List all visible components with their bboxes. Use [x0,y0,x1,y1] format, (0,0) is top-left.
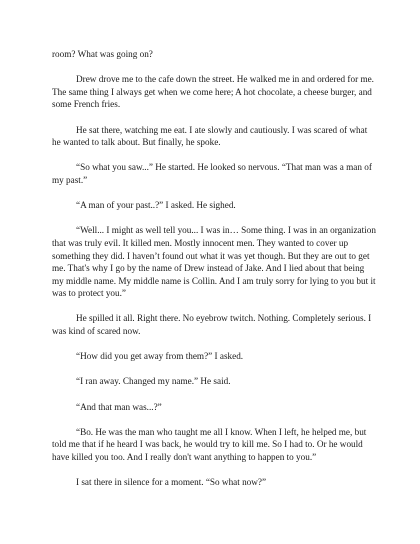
paragraph: He sat there, watching me eat. I ate slowly and cautiously. I was scared of what he wanted to talk about. But finally, he spoke. [52,124,368,148]
paragraph: “How did you get away from them?” I asked. [76,351,244,362]
paragraph: “So what you saw...” He started. He looked so nervous. “That man was a man of my past.” [52,162,372,185]
paragraph: room? What was going on? [52,49,153,59]
paragraph: “And that man was...?” [76,401,162,412]
paragraph: “Well... I might as well tell you... I was in… Some thing. I was in an organization that was truly evil. It killed men. Mostly innocent men. They wanted to cover up something they did. I haven’t found out what it was yet though. But they are out to get me. That's why I go by the name of Drew instead of Jake. And I lied about that being my middle name. My middle name is Collin. And I am truly sorry for lying to you but it was to protect you.” [52,225,376,299]
story-text [52,48,376,501]
paragraph: “Bo. He was the man who taught me all I know. When I left, he helped me, but told me that if he heard I was back, he would try to kill me. So I had to. Or he would have killed you too. And I really don't want anything to happen to you.” [52,426,367,462]
paragraph: Drew drove me to the cafe down the street. He walked me in and ordered for me. The same thing I always get when we come here; A hot chocolate, a cheese burger, and some French fries. [52,74,374,110]
paragraph: “A man of your past..?” I asked. He sighed. [76,200,236,211]
paragraph: He spilled it all. Right there. No eyebrow twitch. Nothing. Completely serious. I was kind of scared now. [52,313,372,337]
paragraph: I sat there in silence for a moment. “So what now?” [76,477,267,488]
paragraph: “I ran away. Changed my name.” He said. [76,376,231,387]
